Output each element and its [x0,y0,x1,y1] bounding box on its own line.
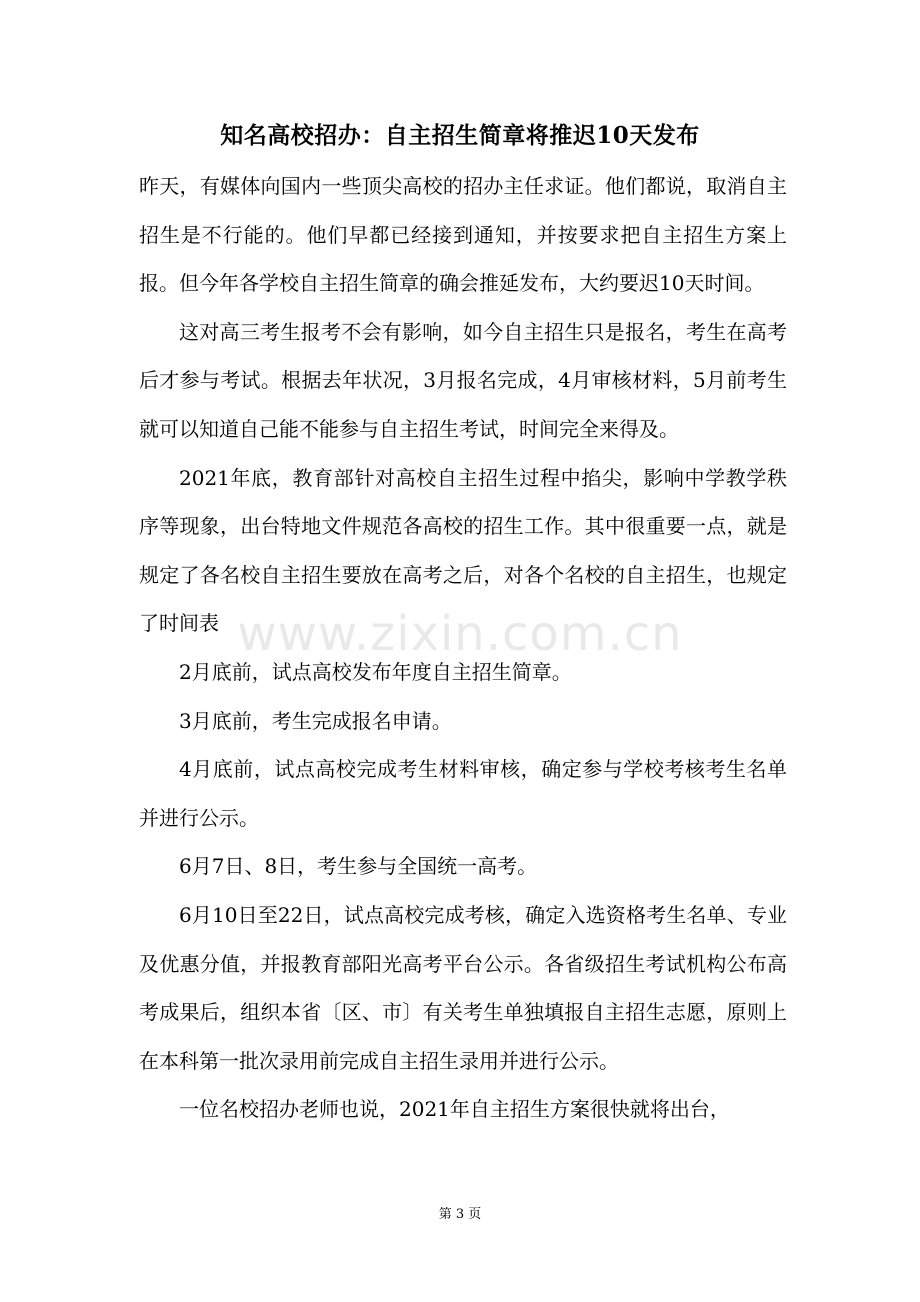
paragraph: 2月底前，试点高校发布年度自主招生简章。 [179,659,572,684]
paragraph: 2021年底，教育部针对高校自主招生过程中掐尖，影响中学教学秩序等现象，出台特地文件规范各高校的招生工作。其中很重要一点，就是规定了各名校自主招生要放在高考之后，对各个名校的自主招生，也规定了时间表 [139,465,787,636]
paragraph: 3月底前，考生完成报名申请。 [179,708,452,733]
paragraph: 6月7日、8日，考生参与全国统一高考。 [179,854,538,879]
paragraph: 这对高三考生报考不会有影响，如今自主招生只是报名，考生在高考后才参与考试。根据去年状况，3月报名完成，4月审核材料，5月前考生就可以知道自己能不能参与自主招生考试，时间完全来得及。 [139,319,787,441]
paragraph: 6月10日至22日，试点高校完成考核，确定入选资格考生名单、专业及优惠分值，并报教育部阳光高考平台公示。各省级招生考试机构公布高考成果后，组织本省〔区、市〕有关考生单独填报自主招生志愿，原则上在本科第一批次录用前完成自主招生录用并进行公示。 [139,902,787,1073]
paragraph: 一位名校招办老师也说，2021年自主招生方案很快就将出台， [179,1097,730,1122]
paragraph: 昨天，有媒体向国内一些顶尖高校的招办主任求证。他们都说，取消自主招生是不行能的。他们早都已经接到通知，并按要求把自主招生方案上报。但今年各学校自主招生简章的确会推延发布，大约要迟10天时间。 [139,174,787,296]
watermark: www.zixin.com.cn [237,606,683,662]
document-body [139,162,787,1134]
page-number: 第 3 页 [438,1207,482,1222]
document-title: 知名高校招办：自主招生简章将推迟10天发布 [220,122,700,149]
paragraph: 4月底前，试点高校完成考生材料审核，确定参与学校考核考生名单并进行公示。 [139,757,787,830]
